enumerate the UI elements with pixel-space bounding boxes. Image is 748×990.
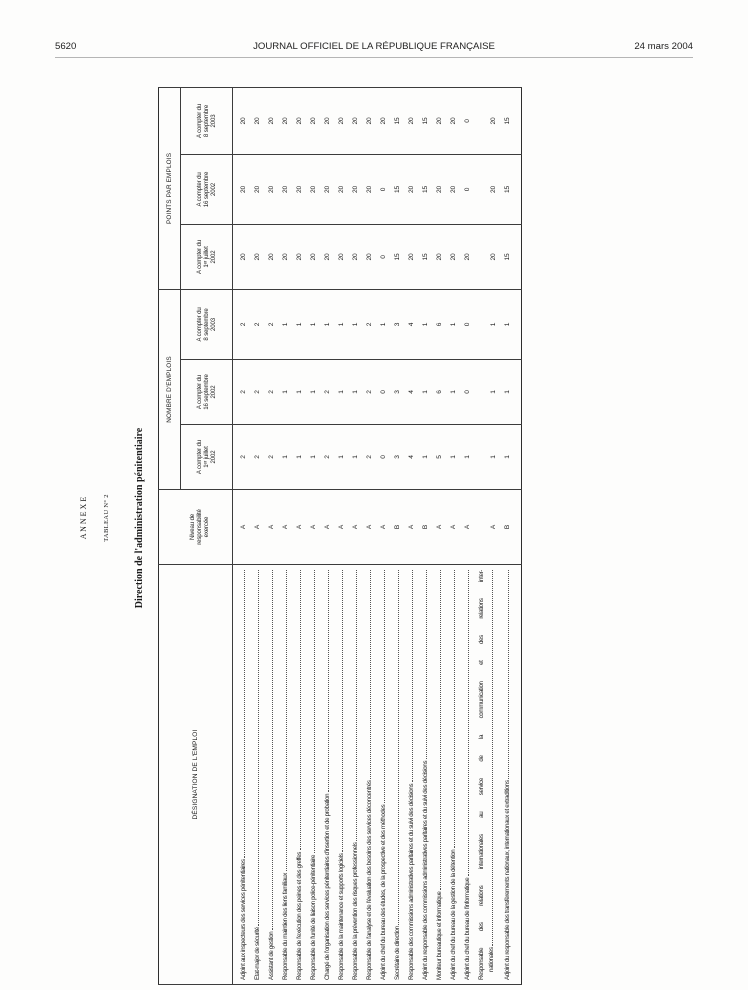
- points-emploi-cell: 20: [251, 224, 265, 289]
- nombre-emplois-cell: 1: [335, 360, 349, 425]
- date-month: septembre: [202, 308, 210, 336]
- nombre-emplois-cell: 1: [501, 425, 515, 490]
- designation-text: Etat-major de sécurité: [254, 927, 261, 980]
- leader-dots: [314, 570, 315, 853]
- direction-title: Direction de l'administration pénitentiaire: [134, 427, 145, 609]
- running-header: [55, 41, 693, 53]
- date-day-month: [203, 155, 210, 224]
- publication-date: 24 mars 2004: [634, 41, 693, 52]
- points-emploi-cell: 20: [335, 154, 349, 224]
- designation-text: Adjoint du chef du bureau de l'informatique: [464, 877, 471, 980]
- niveau-cell: A: [349, 490, 363, 565]
- points-emploi-cell: 20: [251, 154, 265, 224]
- nombre-emplois-cell: 2: [237, 360, 251, 425]
- designation-text: Moniteur bureautique et informatique: [436, 891, 443, 980]
- nombre-emplois-cell: 2: [265, 289, 279, 359]
- points-emploi-cell: 20: [447, 224, 461, 289]
- points-date-header: [181, 87, 233, 154]
- points-emploi-cell: 20: [293, 224, 307, 289]
- nombre-emplois-cell: 1: [349, 289, 363, 359]
- designation-cell: [307, 565, 321, 985]
- journal-title: JOURNAL OFFICIEL DE LA RÉPUBLIQUE FRANÇAISE: [253, 41, 495, 52]
- designation-line: [433, 570, 447, 980]
- designation-line: [335, 570, 349, 980]
- points-emploi-cell: 15: [391, 154, 405, 224]
- table-header: [159, 87, 233, 984]
- nombre-emplois-cell: 1: [335, 289, 349, 359]
- designation-text: Adjoint du chef du bureau des études, de la prospective et des méthodes: [380, 804, 387, 980]
- designation-cell: [391, 565, 405, 985]
- points-emploi-cell: 15: [419, 87, 433, 154]
- nombre-emplois-cell: 2: [363, 425, 377, 490]
- table-row: [405, 87, 419, 984]
- points-emploi-cell: 20: [363, 224, 377, 289]
- points-emploi-cell: 0: [461, 87, 475, 154]
- table-row: [419, 87, 433, 984]
- niveau-cell: A: [237, 490, 251, 565]
- points-emploi-cell: 20: [433, 154, 447, 224]
- table-row: [321, 87, 335, 984]
- niveau-cell: A: [279, 490, 293, 565]
- date-day-month: [203, 225, 210, 289]
- table-row: [461, 87, 475, 984]
- niveau-cell: A: [321, 490, 335, 565]
- points-emploi-cell: 20: [475, 224, 501, 289]
- table-row: [251, 87, 265, 984]
- designation-cell: [265, 565, 279, 985]
- niveau-header-line: Niveau de: [188, 513, 196, 541]
- date-intro: A compter du: [195, 103, 203, 139]
- leader-dots: [468, 570, 469, 876]
- spacer-cell: [515, 154, 522, 224]
- date-day: 1: [202, 264, 210, 268]
- points-emploi-cell: 15: [419, 224, 433, 289]
- designation-line: [461, 570, 475, 980]
- designation-line: [363, 570, 377, 980]
- employment-points-table: [158, 87, 522, 985]
- designation-cell: [363, 565, 377, 985]
- table-row: [335, 87, 349, 984]
- nombre-emplois-cell: 1: [475, 289, 501, 359]
- date-month: juillet: [202, 246, 210, 260]
- designation-line: [265, 570, 279, 980]
- leader-dots: [398, 570, 399, 925]
- rotated-annex-block: [70, 88, 520, 985]
- niveau-cell: A: [265, 490, 279, 565]
- points-emploi-cell: 20: [405, 87, 419, 154]
- nombre-emplois-cell: 2: [265, 425, 279, 490]
- nombre-emplois-cell: 2: [321, 425, 335, 490]
- points-emploi-cell: 20: [349, 224, 363, 289]
- points-emploi-cell: 20: [461, 224, 475, 289]
- points-emploi-group-header: POINTS PAR EMPLOIS: [159, 87, 181, 289]
- designation-line: [447, 570, 461, 980]
- designation-line: [419, 570, 433, 980]
- nombre-emplois-cell: 1: [501, 289, 515, 359]
- points-emploi-cell: 20: [307, 154, 321, 224]
- designation-cell: [349, 565, 363, 985]
- date-day: 8: [202, 337, 210, 341]
- nombre-emplois-cell: 6: [433, 360, 447, 425]
- nombre-emplois-cell: 2: [363, 360, 377, 425]
- niveau-header: [159, 490, 233, 565]
- table-row: [391, 87, 405, 984]
- designation-cell: [475, 565, 501, 985]
- nombre-emplois-cell: 1: [321, 289, 335, 359]
- leader-dots: [258, 570, 259, 926]
- leader-dots: [508, 570, 509, 779]
- designation-cell: [251, 565, 265, 985]
- designation-text: Responsable de l'unité de liaison police-pénitentiaire: [310, 854, 317, 980]
- nombre-emplois-cell: 1: [419, 425, 433, 490]
- points-emploi-cell: 20: [349, 87, 363, 154]
- designation-cell: [501, 565, 515, 985]
- points-emploi-cell: 20: [293, 87, 307, 154]
- leader-dots: [356, 570, 357, 841]
- table-label: TABLEAU N° 2: [103, 494, 110, 542]
- designation-line: [391, 570, 405, 980]
- designation-cell: [433, 565, 447, 985]
- table-row: [447, 87, 461, 984]
- leader-dots: [384, 570, 385, 803]
- designation-text: Adjoint du chef du bureau de la gestion de la détention: [450, 849, 457, 980]
- leader-dots: [272, 570, 273, 930]
- nombre-emplois-cell: 4: [405, 425, 419, 490]
- designation-cell: [461, 565, 475, 985]
- niveau-cell: B: [501, 490, 515, 565]
- designation-text: Responsable du maintien des liens familiaux: [282, 872, 289, 980]
- date-day: 1: [202, 464, 210, 468]
- date-year: 2003: [210, 114, 218, 128]
- spacer-cell: [515, 565, 522, 985]
- spacer-cell: [515, 289, 522, 359]
- date-intro: A compter du: [195, 307, 203, 342]
- nombre-date-header: [181, 289, 233, 359]
- leader-dots: [412, 570, 413, 782]
- leader-dots: [426, 570, 427, 759]
- leader-dots: [300, 570, 301, 850]
- date-day-month: [203, 425, 210, 489]
- leader-dots: [492, 570, 493, 946]
- designation-text-continued: nationales: [488, 947, 495, 972]
- points-emploi-cell: 20: [447, 87, 461, 154]
- leader-dots: [454, 570, 455, 848]
- niveau-cell: B: [419, 490, 433, 565]
- date-day-month: [203, 290, 210, 359]
- points-emploi-cell: 20: [433, 224, 447, 289]
- niveau-cell: A: [377, 490, 391, 565]
- nombre-emplois-cell: 2: [237, 289, 251, 359]
- points-emploi-cell: 20: [321, 87, 335, 154]
- designation-cell: [321, 565, 335, 985]
- designation-cell: [419, 565, 433, 985]
- leader-dots: [328, 570, 329, 792]
- nombre-emplois-cell: 1: [447, 360, 461, 425]
- niveau-cell: A: [433, 490, 447, 565]
- points-emploi-cell: 15: [419, 154, 433, 224]
- designation-text: Assistant de gestion: [268, 931, 275, 980]
- table-body: [233, 87, 522, 984]
- nombre-date-header: [181, 360, 233, 425]
- nombre-emplois-cell: 0: [461, 289, 475, 359]
- nombre-emplois-cell: 2: [251, 425, 265, 490]
- date-intro: A compter du: [195, 374, 203, 410]
- table-row: [377, 87, 391, 984]
- leader-dots: [440, 570, 441, 890]
- niveau-cell: A: [405, 490, 419, 565]
- points-emploi-cell: 0: [461, 154, 475, 224]
- niveau-cell: B: [391, 490, 405, 565]
- points-emploi-cell: 20: [405, 224, 419, 289]
- points-emploi-cell: 20: [251, 87, 265, 154]
- date-month: juillet: [202, 446, 210, 460]
- nombre-emplois-cell: 1: [475, 425, 501, 490]
- nombre-emplois-cell: 1: [279, 360, 293, 425]
- date-day: 8: [202, 133, 210, 138]
- table-row: [363, 87, 377, 984]
- points-emploi-cell: 20: [475, 154, 501, 224]
- nombre-emplois-cell: 1: [447, 289, 461, 359]
- nombre-emplois-cell: 1: [419, 360, 433, 425]
- points-date-header: [181, 154, 233, 224]
- designation-text: Chargé de l'organisation des services pénitentiaires d'insertion et de probation: [324, 793, 331, 980]
- nombre-emplois-cell: 0: [377, 425, 391, 490]
- points-emploi-cell: 20: [279, 87, 293, 154]
- nombre-emplois-cell: 1: [335, 425, 349, 490]
- designation-text: Responsable des commissions administratives paritaires et du suivi des décisions: [408, 783, 415, 980]
- nombre-emplois-cell: 4: [405, 360, 419, 425]
- spacer-cell: [515, 224, 522, 289]
- nombre-emplois-cell: 1: [349, 425, 363, 490]
- designation-line: [251, 570, 265, 980]
- points-emploi-cell: 20: [447, 154, 461, 224]
- points-emploi-cell: 20: [237, 154, 251, 224]
- points-emploi-cell: 15: [501, 224, 515, 289]
- points-emploi-cell: 20: [321, 154, 335, 224]
- nombre-emplois-cell: 2: [321, 360, 335, 425]
- designation-line: [307, 570, 321, 980]
- date-year: 2003: [210, 318, 218, 331]
- date-year: 2002: [210, 385, 218, 399]
- nombre-emplois-cell: 1: [447, 425, 461, 490]
- designation-cell: [335, 565, 349, 985]
- date-month: septembre: [202, 374, 210, 402]
- designation-cell: [279, 565, 293, 985]
- leader-dots: [342, 570, 343, 852]
- points-emploi-cell: 20: [307, 87, 321, 154]
- points-emploi-cell: 20: [279, 224, 293, 289]
- designation-cell: [293, 565, 307, 985]
- table-row: [501, 87, 515, 984]
- points-emploi-cell: 20: [405, 154, 419, 224]
- date-year: 2002: [210, 182, 218, 196]
- table-row: [265, 87, 279, 984]
- points-emploi-cell: 0: [377, 224, 391, 289]
- points-emploi-cell: 20: [433, 87, 447, 154]
- spacer-cell: [515, 360, 522, 425]
- nombre-emplois-cell: 1: [293, 289, 307, 359]
- niveau-cell: A: [475, 490, 501, 565]
- niveau-cell: A: [251, 490, 265, 565]
- nombre-emplois-cell: 1: [293, 425, 307, 490]
- page-number: 5620: [55, 41, 77, 52]
- nombre-emplois-cell: 3: [391, 360, 405, 425]
- designation-line: [321, 570, 335, 980]
- designation-text: Responsable de la maintenance et supports logiciels: [338, 853, 345, 980]
- designation-header: DÉSIGNATION DE L'EMPLOI: [159, 565, 233, 985]
- nombre-emplois-cell: 1: [279, 289, 293, 359]
- points-emploi-cell: 15: [501, 87, 515, 154]
- designation-line: [279, 570, 293, 980]
- header-rule: [55, 57, 693, 58]
- points-emploi-cell: 20: [307, 224, 321, 289]
- nombre-emplois-cell: 0: [377, 360, 391, 425]
- date-day: 16: [202, 403, 210, 410]
- date-month: septembre: [202, 171, 210, 200]
- date-year: 2002: [210, 450, 218, 464]
- spacer-cell: [515, 490, 522, 565]
- leader-dots: [286, 570, 287, 871]
- designation-text: Responsable de la prévention des risques professionnels: [352, 842, 359, 980]
- nombre-emplois-cell: 1: [307, 360, 321, 425]
- date-day-suffix: er: [202, 260, 208, 265]
- date-intro: A compter du: [195, 439, 203, 475]
- table-row: [307, 87, 321, 984]
- leader-dots: [370, 570, 371, 779]
- points-emploi-cell: 20: [265, 224, 279, 289]
- nombre-emplois-cell: 3: [391, 425, 405, 490]
- points-date-header: [181, 224, 233, 289]
- points-emploi-cell: 15: [391, 224, 405, 289]
- nombre-emplois-cell: 2: [251, 360, 265, 425]
- nombre-emplois-cell: 2: [363, 289, 377, 359]
- designation-line: [501, 570, 515, 980]
- designation-line: [405, 570, 419, 980]
- nombre-date-header: [181, 425, 233, 490]
- designation-text: Adjoint du responsable des transfèrements nationaux, internationaux et extraditions: [504, 780, 511, 980]
- nombre-emplois-cell: 1: [377, 289, 391, 359]
- date-intro: A compter du: [195, 172, 203, 207]
- nombre-emplois-cell: 1: [419, 289, 433, 359]
- table-row: [293, 87, 307, 984]
- nombre-emplois-cell: 6: [433, 289, 447, 359]
- niveau-cell: A: [363, 490, 377, 565]
- annex-label: A N N E X E: [79, 496, 88, 540]
- points-emploi-cell: 20: [349, 154, 363, 224]
- points-emploi-cell: 20: [363, 154, 377, 224]
- table-row: [279, 87, 293, 984]
- leader-dots: [244, 570, 245, 858]
- date-year: 2002: [210, 250, 218, 264]
- table-spacer-row: [515, 87, 522, 984]
- niveau-cell: A: [335, 490, 349, 565]
- nombre-emplois-cell: 1: [307, 425, 321, 490]
- designation-line: [487, 570, 497, 980]
- nombre-emplois-cell: 2: [251, 289, 265, 359]
- nombre-emplois-group-header: NOMBRE D'EMPLOIS: [159, 289, 181, 489]
- nombre-emplois-cell: 2: [237, 425, 251, 490]
- designation-cell: [447, 565, 461, 985]
- nombre-emplois-cell: 5: [433, 425, 447, 490]
- nombre-emplois-cell: 1: [461, 425, 475, 490]
- table-row: [475, 87, 501, 984]
- points-emploi-cell: 20: [363, 87, 377, 154]
- spacer-cell: [515, 87, 522, 154]
- points-emploi-cell: 20: [335, 224, 349, 289]
- table-row: [237, 87, 251, 984]
- points-emploi-cell: 0: [377, 154, 391, 224]
- table-row: [349, 87, 363, 984]
- niveau-header-line: exercée: [203, 516, 211, 538]
- points-emploi-cell: 15: [501, 154, 515, 224]
- niveau-cell: A: [307, 490, 321, 565]
- designation-text: Secrétaire de direction: [394, 926, 401, 980]
- table-header-row: [159, 87, 181, 984]
- nombre-emplois-cell: 1: [501, 360, 515, 425]
- nombre-emplois-cell: 1: [475, 360, 501, 425]
- niveau-header-line: responsabilité: [195, 509, 203, 545]
- points-emploi-cell: 20: [237, 224, 251, 289]
- nombre-emplois-cell: 2: [265, 360, 279, 425]
- designation-text: Adjoint du responsable des commissions administratives paritaires et du suivi des décisions: [422, 760, 429, 980]
- date-day-suffix: er: [202, 460, 208, 465]
- designation-cell: [237, 565, 251, 985]
- designation-line: [377, 570, 391, 980]
- designation-cell: [405, 565, 419, 985]
- points-emploi-cell: 15: [391, 87, 405, 154]
- nombre-emplois-cell: 1: [349, 360, 363, 425]
- designation-text: Responsable de l'analyse et de l'évaluation des besoins des services déconcentrés: [366, 780, 373, 980]
- nombre-emplois-cell: 4: [405, 289, 419, 359]
- points-emploi-cell: 20: [279, 154, 293, 224]
- points-emploi-cell: 20: [475, 87, 501, 154]
- designation-text: Responsable de l'exécution des peines et des greffes: [296, 851, 303, 980]
- points-emploi-cell: 20: [335, 87, 349, 154]
- designation-cell: [377, 565, 391, 985]
- nombre-emplois-cell: 0: [461, 360, 475, 425]
- nombre-emplois-cell: 3: [391, 289, 405, 359]
- designation-text: Adjoint aux inspecteurs des services pénitentiaires: [240, 859, 247, 980]
- date-intro: A compter du: [195, 239, 203, 275]
- date-day: 16: [202, 200, 210, 208]
- designation-line: [237, 570, 251, 980]
- nombre-emplois-cell: 1: [293, 360, 307, 425]
- niveau-cell: A: [461, 490, 475, 565]
- designation-line: [293, 570, 307, 980]
- date-day-month: [203, 360, 210, 424]
- nombre-emplois-cell: 1: [307, 289, 321, 359]
- date-month: septembre: [202, 104, 210, 133]
- points-emploi-cell: 20: [265, 87, 279, 154]
- spacer-cell: [515, 425, 522, 490]
- points-emploi-cell: 20: [377, 87, 391, 154]
- date-day-month: [203, 88, 210, 154]
- points-emploi-cell: 20: [293, 154, 307, 224]
- nombre-emplois-cell: 1: [279, 425, 293, 490]
- niveau-cell: A: [293, 490, 307, 565]
- designation-line: [349, 570, 363, 980]
- points-emploi-cell: 20: [237, 87, 251, 154]
- niveau-cell: A: [447, 490, 461, 565]
- points-emploi-cell: 20: [321, 224, 335, 289]
- table-row: [433, 87, 447, 984]
- designation-text: Responsable des relations internationales au service de la communication et des relations inter-: [478, 570, 485, 980]
- points-emploi-cell: 20: [265, 154, 279, 224]
